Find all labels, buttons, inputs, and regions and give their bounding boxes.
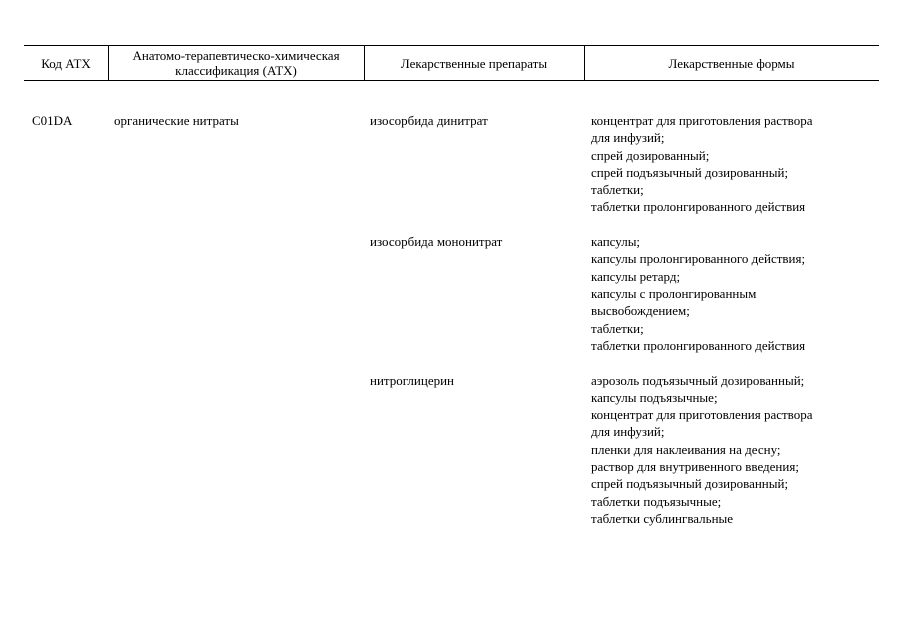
dosage-form-line: аэрозоль подъязычный дозированный; — [591, 372, 805, 388]
dosage-form-line: капсулы; — [591, 234, 641, 250]
dosage-form-line: капсулы ретард; — [591, 268, 681, 284]
drug-name-cell: нитроглицерин — [370, 372, 455, 388]
header-forms: Лекарственные формы — [668, 55, 795, 71]
header-code: Код АТХ — [41, 55, 91, 71]
dosage-form-line: концентрат для приготовления раствора — [591, 407, 813, 423]
dosage-form-line: капсулы пролонгированного действия; — [591, 251, 806, 267]
dosage-form-line: концентрат для приготовления раствора — [591, 113, 813, 128]
atc-code-cell: C01DA — [32, 113, 73, 128]
dosage-form-line: спрей подъязычный дозированный; — [591, 476, 789, 492]
header-classification-line2: классификация (АТХ) — [175, 63, 297, 78]
dosage-form-line: таблетки подъязычные; — [591, 493, 722, 509]
table-header-bottom-rule — [24, 80, 879, 81]
dosage-form-line: таблетки сублингвальные — [591, 510, 734, 526]
dosage-form-line: капсулы подъязычные; — [591, 389, 718, 405]
dosage-form-line: раствор для внутривенного введения; — [591, 458, 799, 474]
dosage-form-line: спрей подъязычный дозированный; — [591, 164, 789, 180]
dosage-form-line: таблетки пролонгированного действия — [591, 337, 806, 353]
header-drugs: Лекарственные препараты — [400, 55, 548, 71]
drug-name-cell: изосорбида динитрат — [370, 113, 488, 128]
drug-name-cell: изосорбида мононитрат — [370, 234, 503, 250]
classification-cell: органические нитраты — [114, 113, 239, 128]
header-classification-line1: Анатомо-терапевтическо-химическая — [132, 48, 340, 63]
dosage-form-line: таблетки; — [591, 320, 644, 336]
dosage-form-line: таблетки; — [591, 182, 644, 198]
dosage-form-line: капсулы с пролонгированным — [591, 285, 757, 301]
dosage-forms-cell — [591, 112, 813, 216]
dosage-form-line: для инфузий; — [591, 424, 665, 440]
dosage-form-line: пленки для наклеивания на десну; — [591, 441, 781, 457]
dosage-forms-cell — [591, 233, 805, 354]
dosage-form-line: высвобождением; — [591, 303, 690, 319]
dosage-form-line: для инфузий; — [591, 130, 665, 146]
dosage-forms-cell — [591, 372, 813, 528]
dosage-form-line: таблетки пролонгированного действия — [591, 199, 806, 215]
header-classification — [108, 46, 364, 80]
dosage-form-line: спрей дозированный; — [591, 147, 710, 163]
